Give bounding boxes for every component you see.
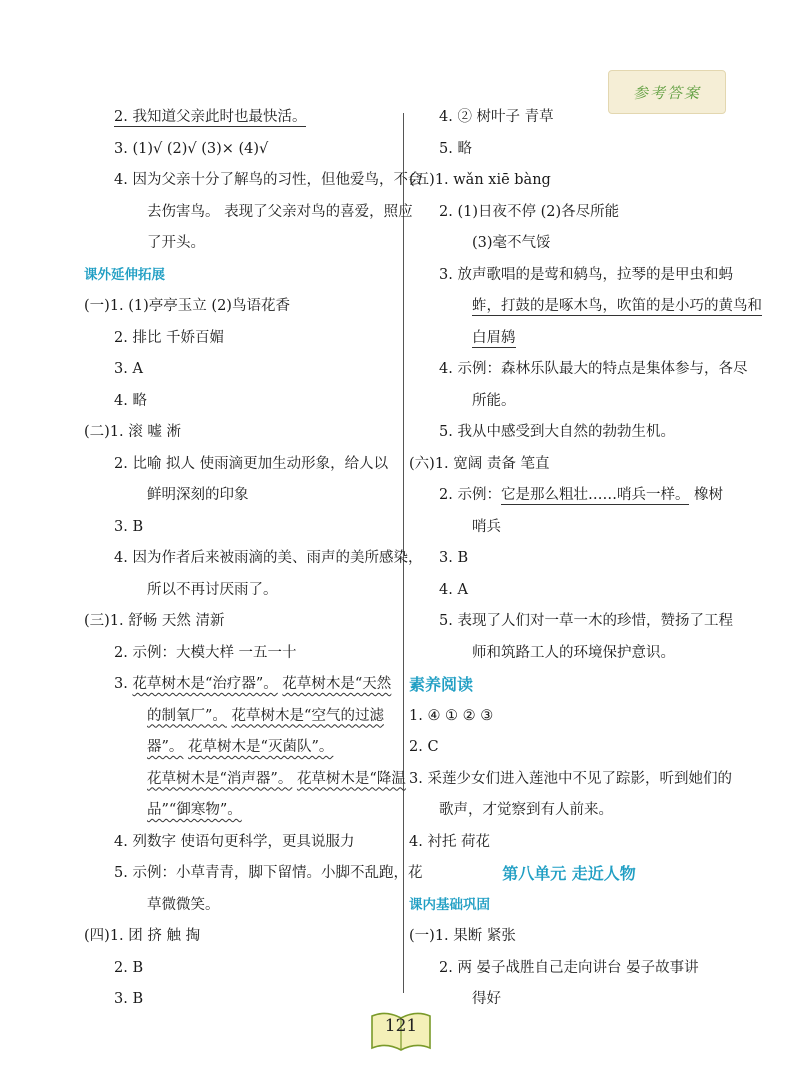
answer-line: 2. 示例：它是那么粗壮……哨兵一样。 橡树 <box>439 487 724 503</box>
answer-line: 2. 示例：大模大样 一五一十 <box>114 644 297 661</box>
answer-line: 2. 排比 千娇百媚 <box>114 329 225 346</box>
answer-line: 师和筑路工人的环境保护意识。 <box>472 644 675 661</box>
answer-line: 4. 列数字 使语句更科学，更具说服力 <box>114 833 355 850</box>
answer-line: 4. 衬托 荷花 <box>409 833 491 850</box>
answer-line: (一)1. 果断 紧张 <box>409 928 516 944</box>
answer-line: 哨兵 <box>472 518 501 535</box>
answer-line: 歌声，才觉察到有人前来。 <box>439 802 613 818</box>
answer-line: 鲜明深刻的印象 <box>147 487 249 503</box>
answer-line: 4. 略 <box>114 392 147 409</box>
answer-line: 5. 表现了人们对一草一木的珍惜，赞扬了工程 <box>439 613 733 629</box>
answer-line: 3. B <box>114 518 144 535</box>
answer-line: 5. 略 <box>439 140 472 157</box>
answer-line: (三)1. 舒畅 天然 清新 <box>84 613 225 629</box>
answer-line: 3. 放声歌唱的是莺和鸫鸟，拉琴的是甲虫和蚂 <box>439 266 733 283</box>
answer-line: (四)1. 团 挤 触 掏 <box>84 928 201 944</box>
page-number-badge <box>366 1004 436 1054</box>
section-heading: 素养阅读 <box>409 675 474 694</box>
answer-line: 4. ② 树叶子 青草 <box>439 109 554 125</box>
answer-line: 去伤害鸟。 表现了父亲对鸟的喜爱，照应 <box>147 203 413 220</box>
answer-line: 3. 花草树木是“治疗器”。 花草树木是“天然 <box>114 676 392 692</box>
answer-line: 白眉鸫 <box>472 329 516 346</box>
answer-line: 5. 我从中感受到大自然的勃勃生机。 <box>439 424 675 440</box>
answer-line: 4. 示例：森林乐队最大的特点是集体参与，各尽 <box>439 361 748 377</box>
answer-line: 草微微笑。 <box>147 896 220 913</box>
right-column <box>409 102 762 1016</box>
answer-line: 4. 因为作者后来被雨滴的美、雨声的美所感染， <box>114 550 423 566</box>
answer-line: 器”。 花草树木是“灭菌队”。 <box>147 739 334 755</box>
answer-line: 2. 我知道父亲此时也最快活。 <box>114 109 307 125</box>
answer-line: 2. C <box>409 739 439 755</box>
answer-line: 品”“御寒物”。 <box>147 802 242 818</box>
answer-line: (3)毫不气馁 <box>472 235 551 251</box>
answer-line: 3. 采莲少女们进入莲池中不见了踪影，听到她们的 <box>409 770 732 787</box>
left-column <box>84 102 423 1016</box>
answer-line: 3. B <box>114 991 144 1007</box>
answer-line: 1. ④ ① ② ③ <box>409 707 494 724</box>
answer-line: 3. B <box>439 550 469 566</box>
answer-line: 得好 <box>472 991 501 1007</box>
answer-line: 3. A <box>114 361 143 377</box>
answer-line: 所以不再讨厌雨了。 <box>147 581 278 598</box>
unit-title: 第八单元 走近人物 <box>502 864 636 883</box>
answer-line: (五)1. wǎn xiē bàng <box>409 172 551 188</box>
answer-line: 2. 两 晏子战胜自己走向讲台 晏子故事讲 <box>439 959 699 976</box>
page-number: 121 <box>384 1016 418 1036</box>
answer-line: 了开头。 <box>147 235 205 251</box>
answer-line: (六)1. 宽阔 责备 笔直 <box>409 455 550 472</box>
answer-line: 的制氧厂”。 花草树木是“空气的过滤 <box>147 707 384 724</box>
answer-line: 3. (1)√ (2)√ (3)× (4)√ <box>114 140 269 157</box>
section-heading: 课外延伸拓展 <box>84 266 165 283</box>
answer-line: 2. (1)日夜不停 (2)各尽所能 <box>439 203 620 220</box>
answer-line: 2. 比喻 拟人 使雨滴更加生动形象，给人以 <box>114 455 389 472</box>
answer-line: 2. B <box>114 959 144 976</box>
answer-line: 花草树木是“消声器”。 花草树木是“降温 <box>147 770 406 787</box>
answer-line: (二)1. 滚 嘘 淅 <box>84 424 181 440</box>
answer-line: 5. 示例：小草青青，脚下留情。小脚不乱跑，花 <box>114 865 423 881</box>
answer-line: 蚱，打鼓的是啄木鸟，吹笛的是小巧的黄鸟和 <box>472 298 762 314</box>
answer-key-label: 参考答案 <box>632 83 701 102</box>
section-heading: 课内基础巩固 <box>409 896 490 913</box>
answer-line: 4. 因为父亲十分了解鸟的习性，但他爱鸟，不会 <box>114 172 423 188</box>
answer-line: 4. A <box>439 581 468 598</box>
answer-line: 所能。 <box>472 392 516 409</box>
answer-line: (一)1. (1)亭亭玉立 (2)鸟语花香 <box>84 298 290 314</box>
